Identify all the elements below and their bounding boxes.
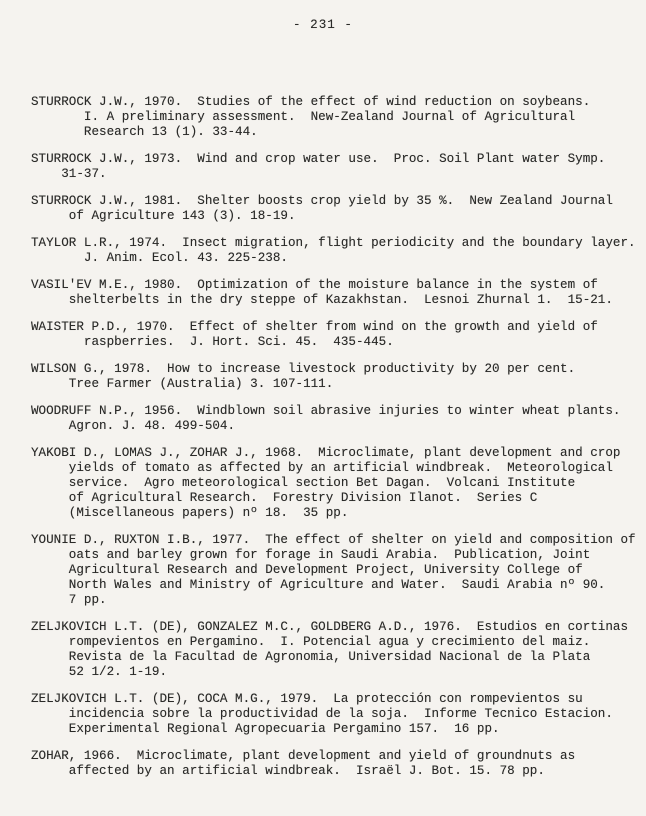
reference-line: raspberries. J. Hort. Sci. 45. 435-445.	[31, 335, 394, 349]
reference-line: VASIL'EV M.E., 1980. Optimization of the moisture balance in the system of	[31, 278, 598, 292]
reference-entry-zohar-1966	[31, 749, 638, 779]
reference-entry-waister-1970	[31, 320, 638, 350]
reference-line: rompevientos en Pergamino. I. Potencial agua y crecimiento del maiz.	[31, 635, 591, 649]
reference-line: ZELJKOVICH L.T. (DE), GONZALEZ M.C., GOLDBERG A.D., 1976. Estudios en cortinas	[31, 620, 629, 634]
reference-line: Agricultural Research and Development Project, University College of	[31, 563, 583, 577]
reference-entry-woodruff-1956	[31, 404, 638, 434]
reference-line: North Wales and Ministry of Agriculture and Water. Saudi Arabia nº 90.	[31, 578, 606, 592]
reference-line: oats and barley grown for forage in Saudi Arabia. Publication, Joint	[31, 548, 591, 562]
reference-entry-yakobi-1968	[31, 446, 638, 521]
reference-line: 7 pp.	[31, 593, 107, 607]
reference-line: service. Agro meteorological section Bet Dagan. Volcani Institute	[31, 476, 576, 490]
reference-line: ZOHAR, 1966. Microclimate, plant development and yield of groundnuts as	[31, 749, 576, 763]
reference-line: (Miscellaneous papers) nº 18. 35 pp.	[31, 506, 349, 520]
reference-line: Experimental Regional Agropecuaria Pergamino 157. 16 pp.	[31, 722, 500, 736]
reference-line: Tree Farmer (Australia) 3. 107-111.	[31, 377, 334, 391]
reference-line: Revista de la Facultad de Agronomia, Universidad Nacional de la Plata	[31, 650, 591, 664]
reference-entry-zeljkovich-1979	[31, 692, 638, 737]
page-number: - 231 -	[293, 18, 353, 32]
reference-entry-zeljkovich-1976	[31, 620, 638, 680]
reference-line: TAYLOR L.R., 1974. Insect migration, flight periodicity and the boundary layer.	[31, 236, 636, 250]
reference-line: I. A preliminary assessment. New-Zealand Journal of Agricultural	[31, 110, 576, 124]
reference-line: of Agricultural Research. Forestry Division Ilanot. Series C	[31, 491, 538, 505]
reference-line: 31-37.	[31, 167, 107, 181]
reference-line: yields of tomato as affected by an artificial windbreak. Meteorological	[31, 461, 613, 475]
reference-line: Research 13 (1). 33-44.	[31, 125, 258, 139]
reference-line: 52 1/2. 1-19.	[31, 665, 168, 679]
reference-line: Agron. J. 48. 499-504.	[31, 419, 236, 433]
reference-line: YOUNIE D., RUXTON I.B., 1977. The effect of shelter on yield and composition of	[31, 533, 636, 547]
reference-entry-sturrock-1973	[31, 152, 638, 182]
reference-line: shelterbelts in the dry steppe of Kazakhstan. Lesnoi Zhurnal 1. 15-21.	[31, 293, 613, 307]
reference-line: ZELJKOVICH L.T. (DE), COCA M.G., 1979. La protección con rompevientos su	[31, 692, 583, 706]
reference-line: STURROCK J.W., 1973. Wind and crop water use. Proc. Soil Plant water Symp.	[31, 152, 606, 166]
reference-line: WILSON G., 1978. How to increase livestock productivity by 20 per cent.	[31, 362, 576, 376]
reference-entry-younie-1977	[31, 533, 638, 608]
reference-line: WAISTER P.D., 1970. Effect of shelter from wind on the growth and yield of	[31, 320, 598, 334]
reference-entry-sturrock-1981	[31, 194, 638, 224]
reference-line: WOODRUFF N.P., 1956. Windblown soil abrasive injuries to winter wheat plants.	[31, 404, 621, 418]
reference-entry-vasilev-1980	[31, 278, 638, 308]
reference-line: STURROCK J.W., 1970. Studies of the effect of wind reduction on soybeans.	[31, 95, 591, 109]
reference-entry-sturrock-1970	[31, 95, 638, 140]
reference-entry-wilson-1978	[31, 362, 638, 392]
reference-line: incidencia sobre la productividad de la soja. Informe Tecnico Estacion.	[31, 707, 613, 721]
reference-line: of Agriculture 143 (3). 18-19.	[31, 209, 296, 223]
reference-line: STURROCK J.W., 1981. Shelter boosts crop yield by 35 %. New Zealand Journal	[31, 194, 613, 208]
reference-line: J. Anim. Ecol. 43. 225-238.	[31, 251, 288, 265]
reference-line: YAKOBI D., LOMAS J., ZOHAR J., 1968. Microclimate, plant development and crop	[31, 446, 621, 460]
reference-entry-taylor-1974	[31, 236, 638, 266]
reference-line: affected by an artificial windbreak. Israël J. Bot. 15. 78 pp.	[31, 764, 545, 778]
references-list	[0, 95, 646, 779]
